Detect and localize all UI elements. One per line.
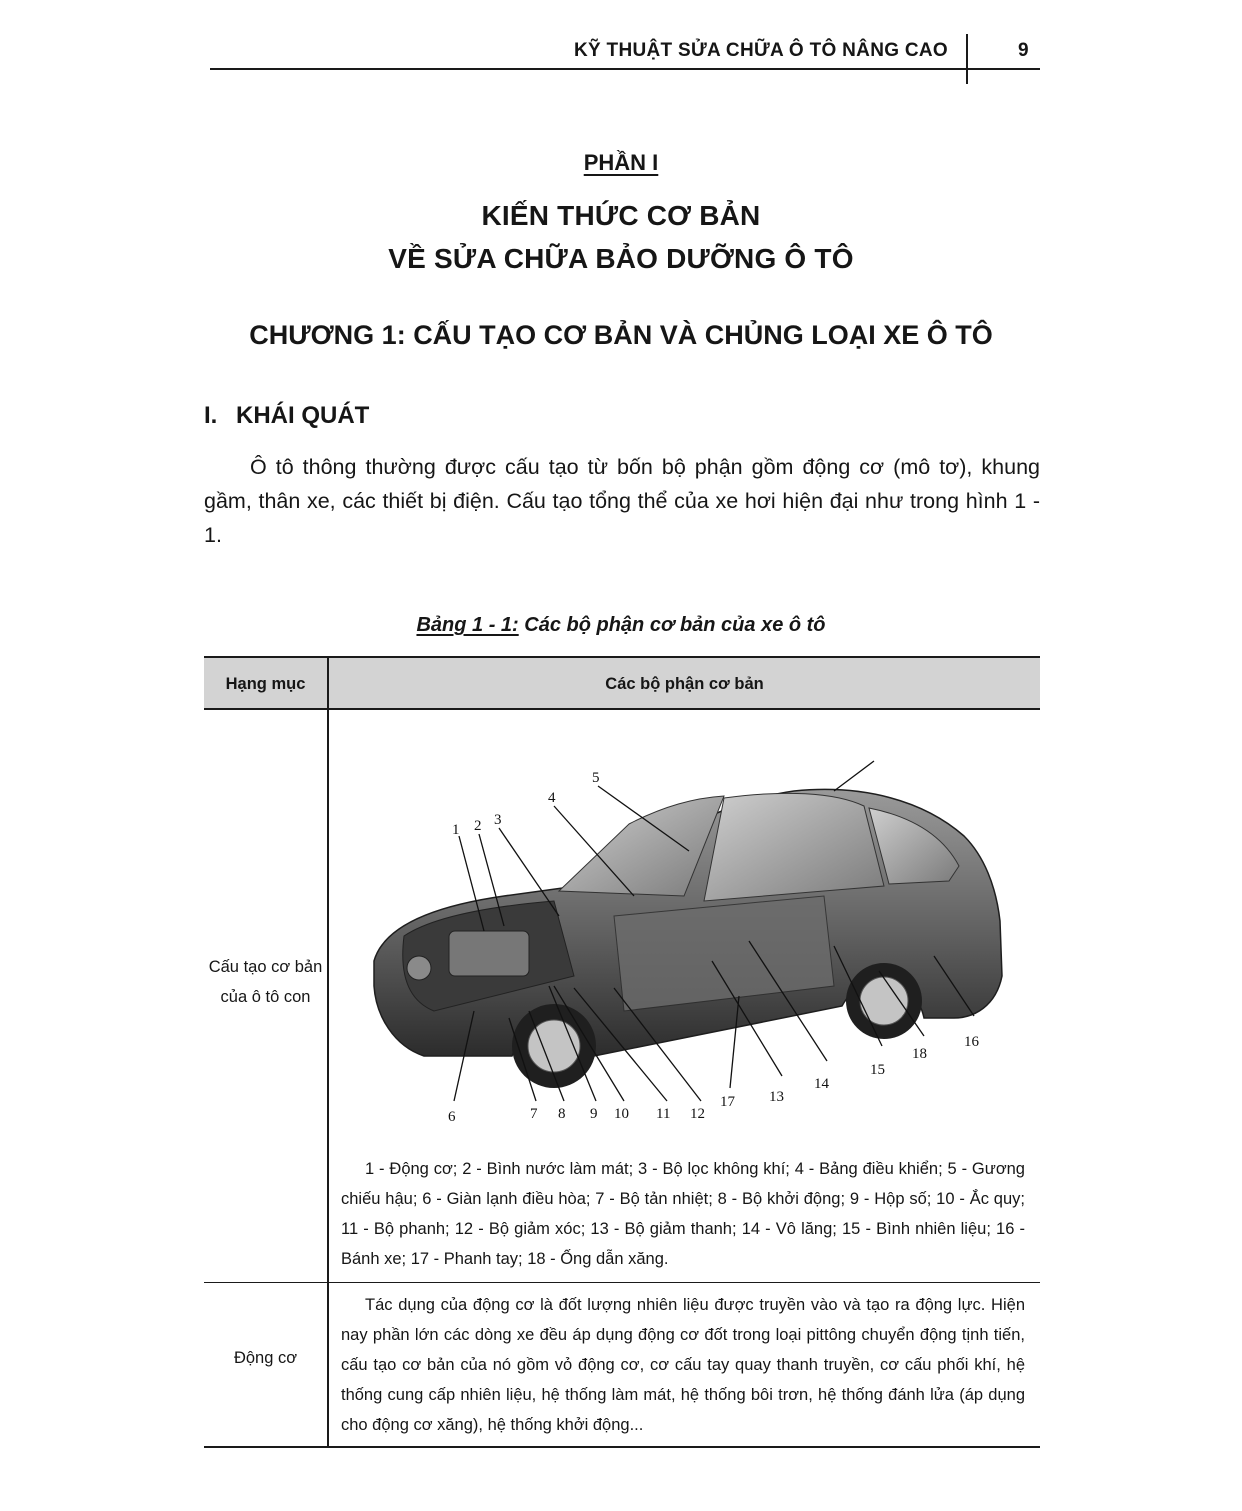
car-illustration [364, 756, 1004, 1136]
callout-6: 6 [448, 1109, 456, 1125]
table-caption-text: Các bộ phận cơ bản của xe ô tô [524, 614, 826, 636]
engine-description: Tác dụng của động cơ là đốt lượng nhiên liệu được truyền vào và tạo ra động lực. Hiện nay phần lớn các dòng xe đều áp dụng động cơ đốt trong loại pittông chuyển động tịnh tiến, cấu tạo cơ bản của nó gồm vỏ động cơ, cơ cấu tay quay thanh truyền, cơ cấu phối khí, hệ thống cung cấp nhiên liệu, hệ thống làm mát, hệ thống bôi trơn, hệ thống đánh lửa (áp dụng cho động cơ xăng), hệ thống khởi động... [341, 1296, 1025, 1434]
callout-5: 5 [592, 770, 600, 786]
section-title: KHÁI QUÁT [236, 402, 370, 429]
callout-14: 14 [814, 1076, 829, 1092]
book-title: KỸ THUẬT SỬA CHỮA Ô TÔ NÂNG CAO [573, 40, 948, 61]
row-category: Động cơ [233, 1349, 298, 1367]
callout-4: 4 [548, 790, 556, 806]
section-heading [204, 402, 369, 430]
car-cutaway-figure [364, 756, 1004, 1136]
callout-8: 8 [558, 1106, 566, 1122]
table-header-row [204, 656, 1040, 710]
parts-table [204, 656, 1040, 1448]
part-label: PHẦN I [583, 150, 659, 175]
table-caption [0, 614, 1242, 637]
running-header [210, 28, 1040, 84]
intro-paragraph: Ô tô thông thường được cấu tạo từ bốn bộ phận gồm động cơ (mô tơ), khung gầm, thân xe, các thiết bị điện. Cấu tạo tổng thể của xe hơi hiện đại như trong hình 1 - 1. [204, 455, 1040, 547]
table-column-rule [327, 656, 329, 1448]
table-header-parts: Các bộ phận cơ bản [605, 675, 764, 693]
callout-10: 10 [614, 1106, 629, 1122]
callout-12: 12 [690, 1106, 705, 1122]
table-bottom-rule [204, 1446, 1040, 1448]
table-header-category: Hạng mục [225, 675, 306, 693]
header-divider [966, 34, 968, 84]
header-rule [210, 68, 1040, 70]
rear-rim-shape [860, 977, 908, 1025]
callout-2: 2 [474, 818, 482, 834]
part-title-line-1: KIẾN THỨC CƠ BẢN [481, 200, 761, 231]
page-number: 9 [1018, 40, 1029, 61]
part-title-line-2: VỀ SỬA CHỮA BẢO DƯỠNG Ô TÔ [388, 243, 854, 274]
callout-15: 15 [870, 1062, 885, 1078]
callout-18: 18 [912, 1046, 927, 1062]
row-divider [204, 1282, 1040, 1283]
callout-13: 13 [769, 1089, 784, 1105]
chapter-title: CHƯƠNG 1: CẤU TẠO CƠ BẢN VÀ CHỦNG LOẠI XE Ô TÔ [249, 320, 993, 350]
callout-9: 9 [590, 1106, 598, 1122]
callout-16: 16 [964, 1034, 979, 1050]
callout-17: 17 [720, 1094, 735, 1110]
callout-1: 1 [452, 822, 460, 838]
callout-11: 11 [656, 1106, 671, 1122]
callout-3: 3 [494, 812, 502, 828]
table-caption-label: Bảng 1 - 1: [416, 614, 519, 636]
figure-legend: 1 - Động cơ; 2 - Bình nước làm mát; 3 - Bộ lọc không khí; 4 - Bảng điều khiển; 5 - Gương chiếu hậu; 6 - Giàn lạnh điều hòa; 7 - Bộ tản nhiệt; 8 - Bộ khởi động; 9 - Hộp số; 10 - Ắc quy; 11 - Bộ phanh; 12 - Bộ giảm xóc; 13 - Bộ giảm thanh; 14 - Vô lăng; 15 - Bình nhiên liệu; 16 - Bánh xe; 17 - Phanh tay; 18 - Ống dẫn xăng. [341, 1160, 1025, 1268]
section-number: I. [204, 402, 218, 429]
row-category: Cấu tạo cơ bản của ô tô con [208, 958, 323, 1006]
side-window-shape [704, 793, 884, 901]
callout-7: 7 [530, 1106, 538, 1122]
engine-block-shape [449, 931, 529, 976]
grille-badge-shape [407, 956, 431, 980]
